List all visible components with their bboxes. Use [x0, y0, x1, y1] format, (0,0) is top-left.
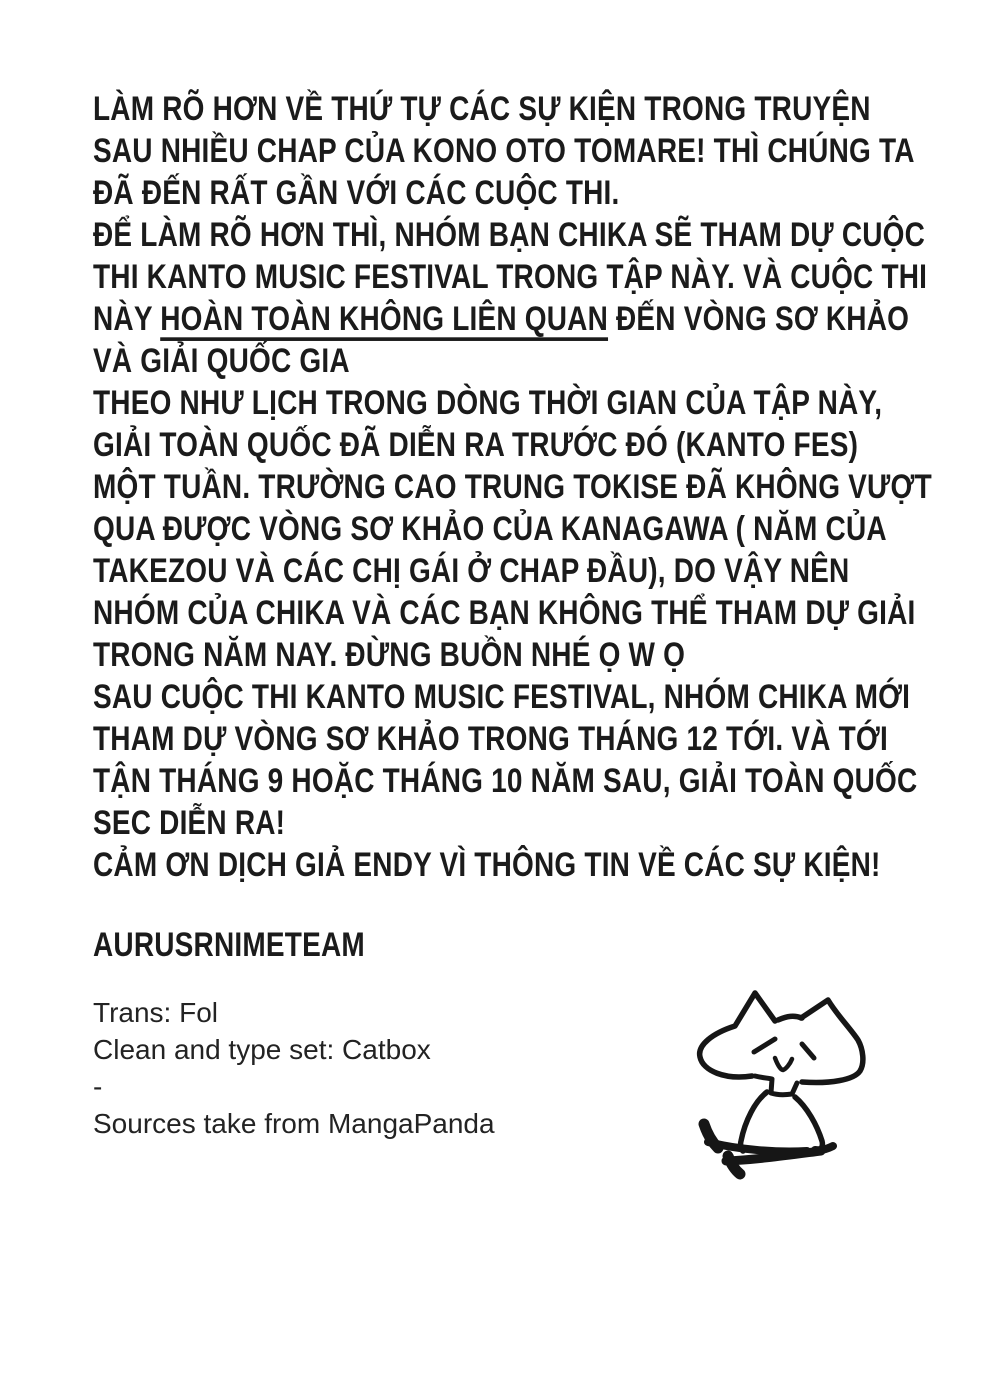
note-line: SEC DIỄN RA! [93, 803, 286, 842]
note-line: ĐỂ LÀM RÕ HƠN THÌ, NHÓM BẠN CHIKA SẼ THAM DỰ CUỘC [93, 215, 926, 254]
note-line: QUA ĐƯỢC VÒNG SƠ KHẢO CỦA KANAGAWA ( NĂM CỦA [93, 509, 887, 548]
team-name: AURUSRNIMETEAM [93, 925, 365, 964]
note-line: CẢM ƠN DỊCH GIẢ ENDY VÌ THÔNG TIN VỀ CÁC SỰ KIỆN! [93, 845, 881, 884]
note-line: SAU NHIỀU CHAP CỦA KONO OTO TOMARE! THÌ CHÚNG TA [93, 131, 915, 170]
note-line: LÀM RÕ HƠN VỀ THỨ TỰ CÁC SỰ KIỆN TRONG TRUYỆN [93, 89, 871, 128]
note-line: NHÓM CỦA CHIKA VÀ CÁC BẠN KHÔNG THỂ THAM DỰ GIẢI [93, 593, 916, 632]
note-line: TRONG NĂM NAY. ĐỪNG BUỒN NHÉ Ọ W Ọ [93, 635, 686, 674]
credit-translator: Trans: Fol [93, 997, 218, 1028]
note-text-block [93, 88, 932, 886]
note-line: THEO NHƯ LỊCH TRONG DÒNG THỜI GIAN CỦA TẬP NÀY, [93, 383, 883, 422]
note-line: SAU CUỘC THI KANTO MUSIC FESTIVAL, NHÓM CHIKA MỚI [93, 677, 911, 716]
note-line: THI KANTO MUSIC FESTIVAL TRONG TẬP NÀY. VÀ CUỘC THI [93, 257, 928, 296]
note-line: TAKEZOU VÀ CÁC CHỊ GÁI Ở CHAP ĐẦU), DO VẬY NÊN [93, 551, 850, 590]
credit-cleaner: Clean and type set: Catbox [93, 1034, 431, 1065]
note-line: MỘT TUẦN. TRƯỜNG CAO TRUNG TOKISE ĐÃ KHÔNG VƯỢT [93, 467, 932, 506]
credit-separator: - [93, 1071, 103, 1102]
team-name-block [93, 924, 365, 966]
note-line-segment: ĐẾN VÒNG SƠ KHẢO [608, 299, 910, 338]
note-line: TẬN THÁNG 9 HOẶC THÁNG 10 NĂM SAU, GIẢI TOÀN QUỐC [93, 761, 918, 800]
note-line: GIẢI TOÀN QUỐC ĐÃ DIỄN RA TRƯỚC ĐÓ (KANTO FES) [93, 425, 859, 464]
note-line: THAM DỰ VÒNG SƠ KHẢO TRONG THÁNG 12 TỚI. VÀ TỚI [93, 719, 888, 758]
note-line: ĐÃ ĐẾN RẤT GẦN VỚI CÁC CUỘC THI. [93, 173, 620, 212]
credits-block [93, 994, 495, 1142]
sitting-cat-doodle-icon [695, 983, 875, 1183]
credit-source: Sources take from MangaPanda [93, 1108, 495, 1139]
note-line-underlined-segment: HOÀN TOÀN KHÔNG LIÊN QUAN [160, 299, 609, 338]
note-line-segment: NÀY [93, 299, 161, 338]
note-line: VÀ GIẢI QUỐC GIA [93, 341, 350, 380]
